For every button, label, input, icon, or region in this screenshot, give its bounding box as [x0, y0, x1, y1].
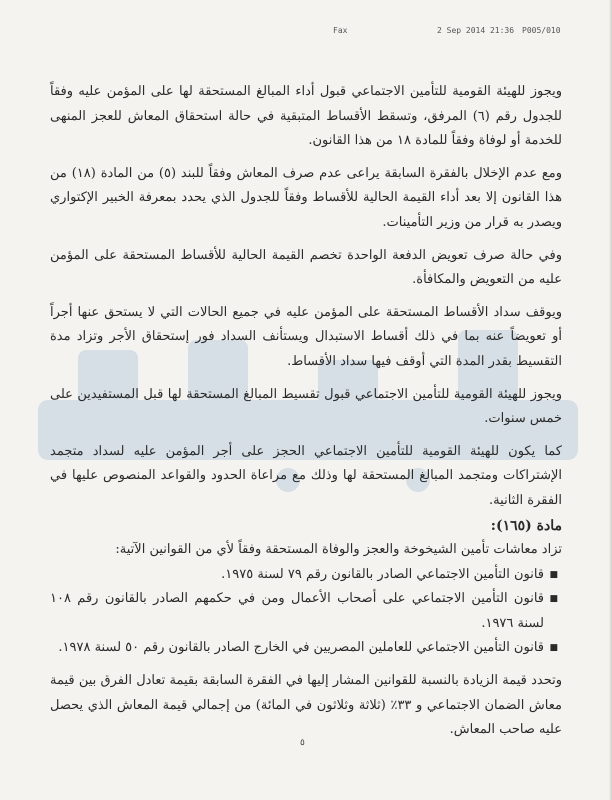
law-item-text: قانون التأمين الاجتماعي على أصحاب الأعمال ومن في حكمهم الصادر بالقانون رقم ١٠٨ لسنة ١٩٧٦.: [50, 591, 544, 631]
paragraph-1: ويجوز للهيئة القومية للتأمين الاجتماعي قبول أداء المبالغ المستحقة لها على المؤمن عليه وفقاً للجدول رقم (٦) المرفق، وتسقط الأقساط المتبقية في حالة استحقاق المعاش للعجز المنهى للخدمة أو لوفاة وفقاً للمادة ١٨ من هذا القانون.: [50, 84, 563, 149]
law-item-text: قانون التأمين الاجتماعي الصادر بالقانون رقم ٧٩ لسنة ١٩٧٥.: [221, 566, 544, 582]
list-item: [50, 563, 558, 588]
list-item: [50, 587, 558, 636]
bullet-icon: ■: [549, 569, 558, 580]
paragraph-5: ويجوز للهيئة القومية للتأمين الاجتماعي قبول تقسيط المبالغ المستحقة لها قبل المستفيدين على خمس سنوات.: [50, 386, 562, 427]
closing-paragraph: وتحدد قيمة الزيادة بالنسبة للقوانين المشار إليها في الفقرة السابقة بقيمة تعادل الفرق بين قيمة معاش الضمان الاجتماعي و ٣٣٪ (ثلاثة وثلاثون في المائة) من إجمالي قيمة المعاش الذي يحصل عليه صاحب المعاش.: [50, 673, 563, 738]
article-intro: تزاد معاشات تأمين الشيخوخة والعجز والوفاة المستحقة وفقاً لأي من القوانين الآتية:: [115, 542, 562, 558]
fax-header: [0, 26, 612, 40]
paragraph-3: وفي حالة صرف تعويض الدفعة الواحدة تخصم القيمة الحالية للأقساط المستحقة على المؤمن عليه من التعويض والمكافأة.: [50, 247, 562, 288]
fax-date-time: 2 Sep 2014 21:36: [437, 26, 515, 35]
document-body: [50, 80, 562, 743]
page-number: ٥: [300, 738, 305, 748]
paragraph-4: ويوقف سداد الأقساط المستحقة على المؤمن عليه في جميع الحالات التي لا يستحق عنها أجراً أو تعويضاً عنه بما في ذلك أقساط الاستبدال ويستأنف السداد فور إستحقاق الأجر وتزاد مدة التقسيط بقدر المدة التي أوقف فيها سداد الأقساط.: [50, 304, 562, 369]
paragraph-6: كما يكون للهيئة القومية للتأمين الاجتماعي الحجز على أجر المؤمن عليه لسداد متجمد الإشتراكات ومتجمد المبالغ المستحقة لها وذلك مع مراعاة الحدود والقواعد المنصوص عليها في الفقرة الثانية.: [50, 443, 562, 508]
law-list: [50, 563, 562, 661]
bullet-icon: ■: [549, 643, 558, 654]
bullet-icon: ■: [549, 594, 558, 605]
law-item-text: قانون التأمين الاجتماعي للعاملين المصريين في الخارج الصادر بالقانون رقم ٥٠ لسنة ١٩٧٨.: [58, 640, 544, 656]
article-heading: مادة (١٦٥):: [490, 517, 562, 534]
paragraph-2: ومع عدم الإخلال بالفقرة السابقة يراعى عدم صرف المعاش وفقاً للبند (٥) من المادة (١٨) من هذا القانون إلا بعد أداء القيمة الحالية للأقساط وفقاً للجدول الذي يحدد بمعرفة الخبير الإكتواري ويصدر به قرار من وزير التأمينات.: [50, 165, 562, 230]
list-item: [50, 636, 558, 661]
fax-label: Fax: [333, 26, 348, 35]
fax-page-number: P005/010: [522, 26, 561, 35]
